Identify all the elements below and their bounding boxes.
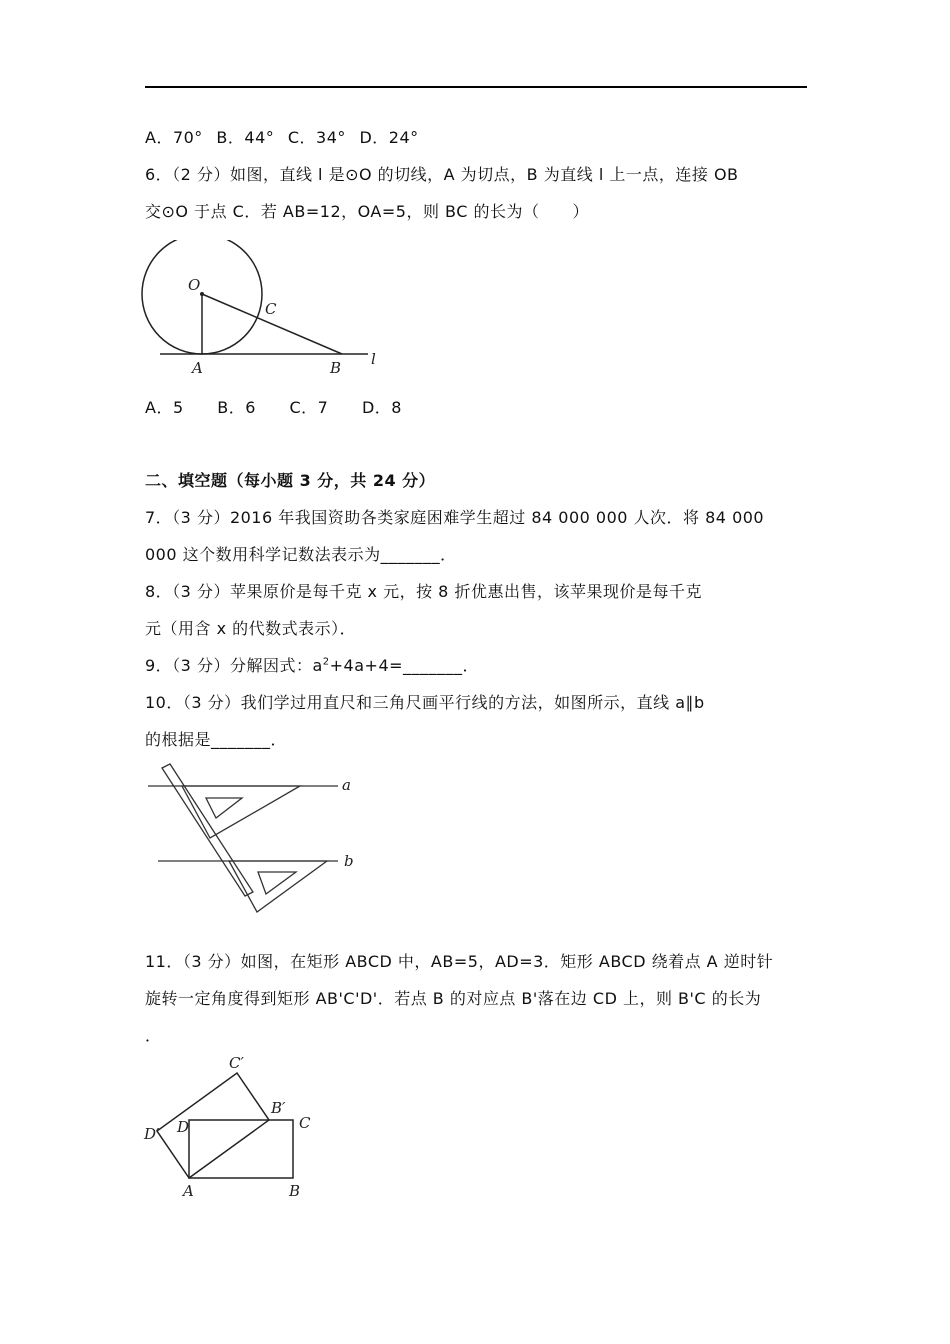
- label-b: B: [330, 359, 342, 377]
- q5-choice-c: C．34°: [287, 128, 346, 147]
- header-rule: [145, 86, 807, 88]
- section-2-title: 二、填空题（每小题 3 分，共 24 分）: [145, 471, 436, 490]
- q6-text-line1: 6．（2 分）如图，直线 l 是⊙O 的切线，A 为切点，B 为直线 l 上一点，连接 OB: [145, 165, 739, 184]
- label-c: C: [265, 300, 277, 318]
- q7-text-line2: 000 这个数用科学记数法表示为_______．: [145, 545, 457, 564]
- label-d-prime: D′: [144, 1125, 160, 1143]
- set-square-bottom: [229, 861, 327, 912]
- set-square-top: [182, 786, 300, 838]
- label-c-prime: C′: [229, 1054, 244, 1072]
- q6-choice-d: D．8: [361, 398, 402, 417]
- point-o: [200, 292, 204, 296]
- q11-text-line1: 11．（3 分）如图，在矩形 ABCD 中，AB=5，AD=3．矩形 ABCD 绕着点 A 逆时针: [145, 952, 774, 971]
- q10-figure: [140, 760, 370, 920]
- q10-text-line2: 的根据是_______．: [145, 730, 288, 749]
- ruler: [162, 764, 253, 896]
- q6-choice-c: C．7: [289, 398, 329, 417]
- q5-choice-d: D．24°: [359, 128, 419, 147]
- q9-text: [145, 656, 479, 676]
- q9-exponent: 2: [322, 656, 330, 668]
- q7-text-line1: 7．（3 分）2016 年我国资助各类家庭困难学生超过 84 000 000 人次．将 84 000: [145, 508, 765, 527]
- q6-choice-a: A．5: [145, 398, 184, 417]
- label-a: A: [183, 1182, 194, 1200]
- q6-figure: [140, 240, 390, 380]
- q6-choices: [145, 398, 402, 418]
- q5-choice-b: B．44°: [216, 128, 275, 147]
- q6-choice-b: B．6: [217, 398, 256, 417]
- q5-choice-a: A．70°: [145, 128, 203, 147]
- q11-text-line2: 旋转一定角度得到矩形 AB'C'D'．若点 B 的对应点 B'落在边 CD 上，则 B'C 的长为: [145, 989, 762, 1008]
- set-square-bottom-hole: [258, 872, 296, 894]
- label-l: l: [371, 350, 376, 368]
- label-d: D: [177, 1118, 190, 1136]
- rectangle-ab1c1d1: [157, 1073, 269, 1178]
- set-square-top-hole: [206, 798, 242, 818]
- q8-text-line1: 8．（3 分）苹果原价是每千克 x 元，按 8 折优惠出售，该苹果现价是每千克: [145, 582, 702, 601]
- q10-text-line1: 10．（3 分）我们学过用直尺和三角尺画平行线的方法，如图所示，直线 a∥b: [145, 693, 705, 712]
- q9-suffix: +4a+4=_______．: [329, 656, 480, 675]
- q9-prefix: 9．（3 分）分解因式：a: [145, 656, 323, 675]
- rectangle-abcd: [189, 1120, 293, 1178]
- q11-text-line3: ．: [145, 1026, 162, 1045]
- q5-choices: [145, 128, 419, 148]
- label-b: B: [289, 1182, 301, 1200]
- label-a: a: [342, 776, 351, 794]
- label-c: C: [299, 1114, 311, 1132]
- q11-figure: [140, 1050, 340, 1205]
- q8-text-line2: 元（用含 x 的代数式表示）．: [145, 619, 357, 638]
- q6-text-line2: 交⊙O 于点 C．若 AB=12，OA=5，则 BC 的长为（ ）: [145, 202, 590, 221]
- label-b: b: [344, 852, 354, 870]
- label-o: O: [188, 276, 201, 294]
- label-b-prime: B′: [271, 1099, 286, 1117]
- label-a: A: [192, 359, 203, 377]
